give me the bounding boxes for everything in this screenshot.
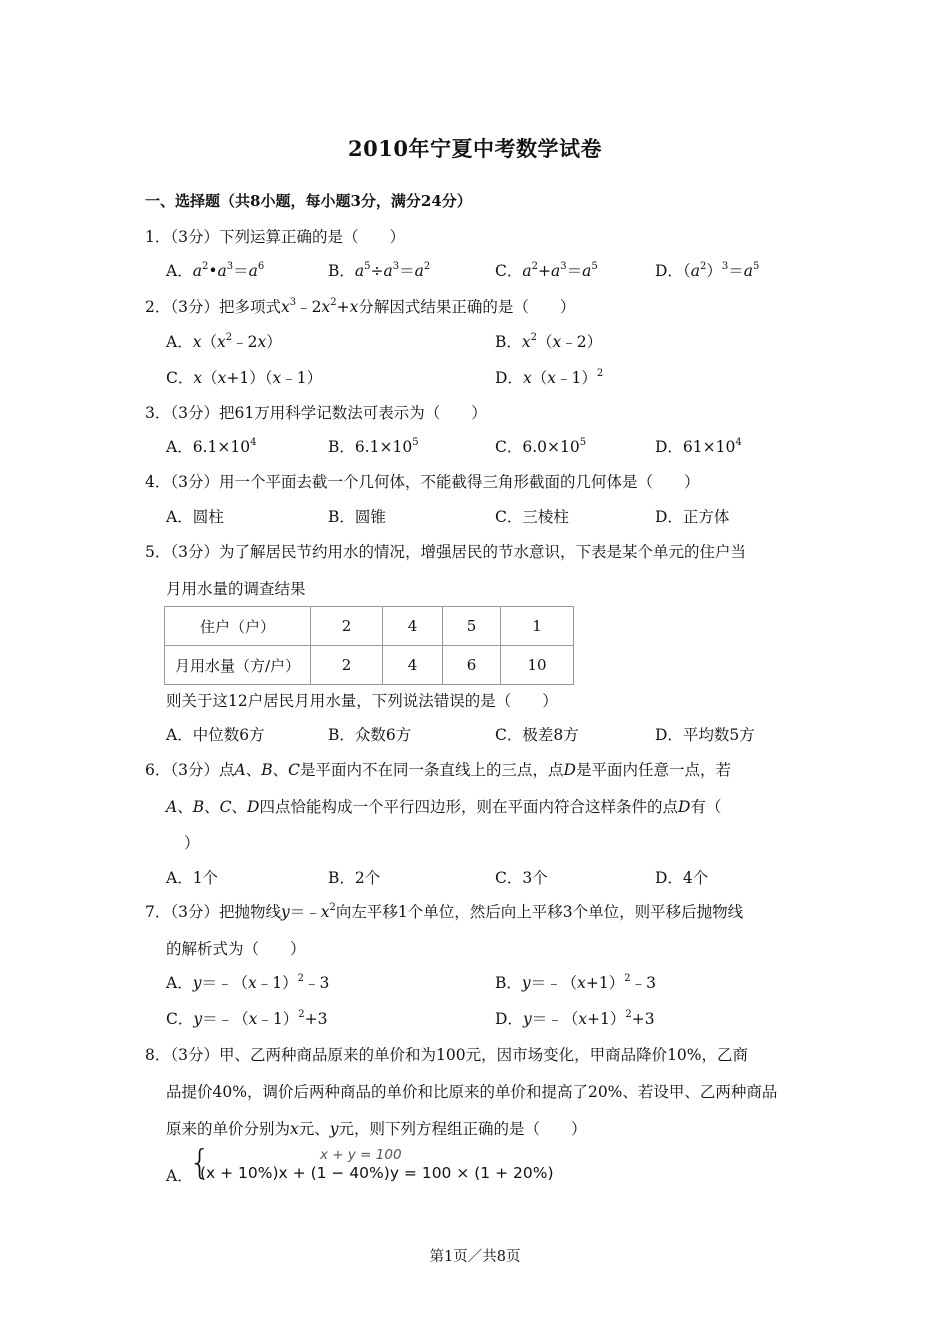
page-title: 2010年宁夏中考数学试卷 <box>348 136 602 161</box>
q2-option-b: B．$x^2(x﹣2)$ <box>495 332 603 351</box>
question-5-after: 则关于这12户居民月用水量，下列说法错误的是（ ） <box>166 692 558 710</box>
question-3: 3．（3分）把61万用科学记数法可表示为（ ） <box>145 404 487 422</box>
q5-option-d: D．平均数5方 <box>655 726 755 744</box>
q7-option-b: B．$y=﹣(x+1)^2﹣3$ <box>495 973 657 992</box>
question-1: 1．（3分）下列运算正确的是（ ） <box>145 228 405 246</box>
q6-option-c: C．3个 <box>495 869 548 887</box>
q6-option-a: A．1个 <box>166 869 219 887</box>
q4-option-b: B．圆锥 <box>328 508 386 526</box>
question-5: 5．（3分）为了解居民节约用水的情况，增强居民的节水意识，下表是某个单元的住户当 <box>145 543 746 561</box>
q1-option-b: B．$a^5\div a^3=a^2$ <box>328 261 431 280</box>
question-7-cont: 的解析式为（ ） <box>166 940 306 958</box>
q1-option-c: C．$a^2+a^3=a^5$ <box>495 261 598 280</box>
table-row: 月用水量（方/户） 2 4 6 10 <box>165 646 574 685</box>
q8-option-a-label: A． <box>166 1167 193 1185</box>
q6-option-b: B．2个 <box>328 869 381 887</box>
equation-top: x + y = 100 <box>320 1147 402 1163</box>
q5-option-a: A．中位数6方 <box>166 726 265 744</box>
question-6: 6．（3分）点A、B、C是平面内不在同一条直线上的三点，点D是平面内任意一点，若 <box>145 761 731 779</box>
table-row: 住户（户） 2 4 5 1 <box>165 607 574 646</box>
left-brace: { <box>189 1143 211 1183</box>
q3-option-b: B．$6.1\times 10^5$ <box>328 437 419 456</box>
question-6-close: ） <box>184 834 200 852</box>
section-heading: 一、选择题（共8小题，每小题3分，满分24分） <box>145 192 472 210</box>
q3-option-c: C．$6.0\times 10^5$ <box>495 437 587 456</box>
q5-option-b: B．众数6方 <box>328 726 412 744</box>
question-5-cont: 月用水量的调查结果 <box>166 580 306 598</box>
q3-option-d: D．$61\times 10^4$ <box>655 437 742 456</box>
q6-option-d: D．4个 <box>655 869 709 887</box>
question-2: 2．（3分）把多项式$x^3﹣2x^2+x$分解因式结果正确的是（ ） <box>145 297 576 316</box>
water-usage-table <box>164 606 574 685</box>
q7-option-d: D．$y=﹣(x+1)^2+3$ <box>495 1009 655 1028</box>
q2-option-a: A．$x(x^2﹣2x)$ <box>166 332 282 351</box>
question-8-cont-2: 原来的单价分别为x元、y元，则下列方程组正确的是（ ） <box>166 1120 587 1138</box>
question-6-cont: A、B、C、D四点恰能构成一个平行四边形，则在平面内符合这样条件的点D有（ <box>166 798 722 816</box>
question-4: 4．（3分）用一个平面去截一个几何体，不能截得三角形截面的几何体是（ ） <box>145 473 700 491</box>
q7-option-c: C．y＝﹣（x﹣1）$^2$+3 <box>166 1009 328 1028</box>
equation-bottom: (x + 10%)x + (1 − 40%)y = 100 × (1 + 20%) <box>200 1164 554 1182</box>
q3-option-a: A．$6.1\times 10^4$ <box>166 437 257 456</box>
q1-option-a: A．$a^2•a^3=a^6$ <box>166 261 265 280</box>
question-7: 7．（3分）把抛物线$y=﹣x^2$向左平移1个单位，然后向上平移3个单位，则平移后抛物线 <box>145 902 744 921</box>
q4-option-c: C．三棱柱 <box>495 508 569 526</box>
q4-option-a: A．圆柱 <box>166 508 224 526</box>
page-footer: 第1页／共8页 <box>429 1249 521 1265</box>
q7-option-a: A．y＝﹣（x﹣1）$^2$﹣3 <box>166 973 330 992</box>
question-8: 8．（3分）甲、乙两种商品原来的单价和为100元，因市场变化，甲商品降价10%，乙商 <box>145 1046 749 1064</box>
q4-option-d: D．正方体 <box>655 508 730 526</box>
question-8-cont: 品提价40%，调价后两种商品的单价和比原来的单价和提高了20%、若设甲、乙两种商品 <box>166 1083 778 1101</box>
q2-option-d: D．x（x﹣1）$^2$ <box>495 368 604 387</box>
q5-option-c: C．极差8方 <box>495 726 579 744</box>
q2-option-c: C．x（x+1）（x﹣1） <box>166 369 323 387</box>
q1-option-d: D．$(a^2)^3=a^5$ <box>655 261 760 280</box>
